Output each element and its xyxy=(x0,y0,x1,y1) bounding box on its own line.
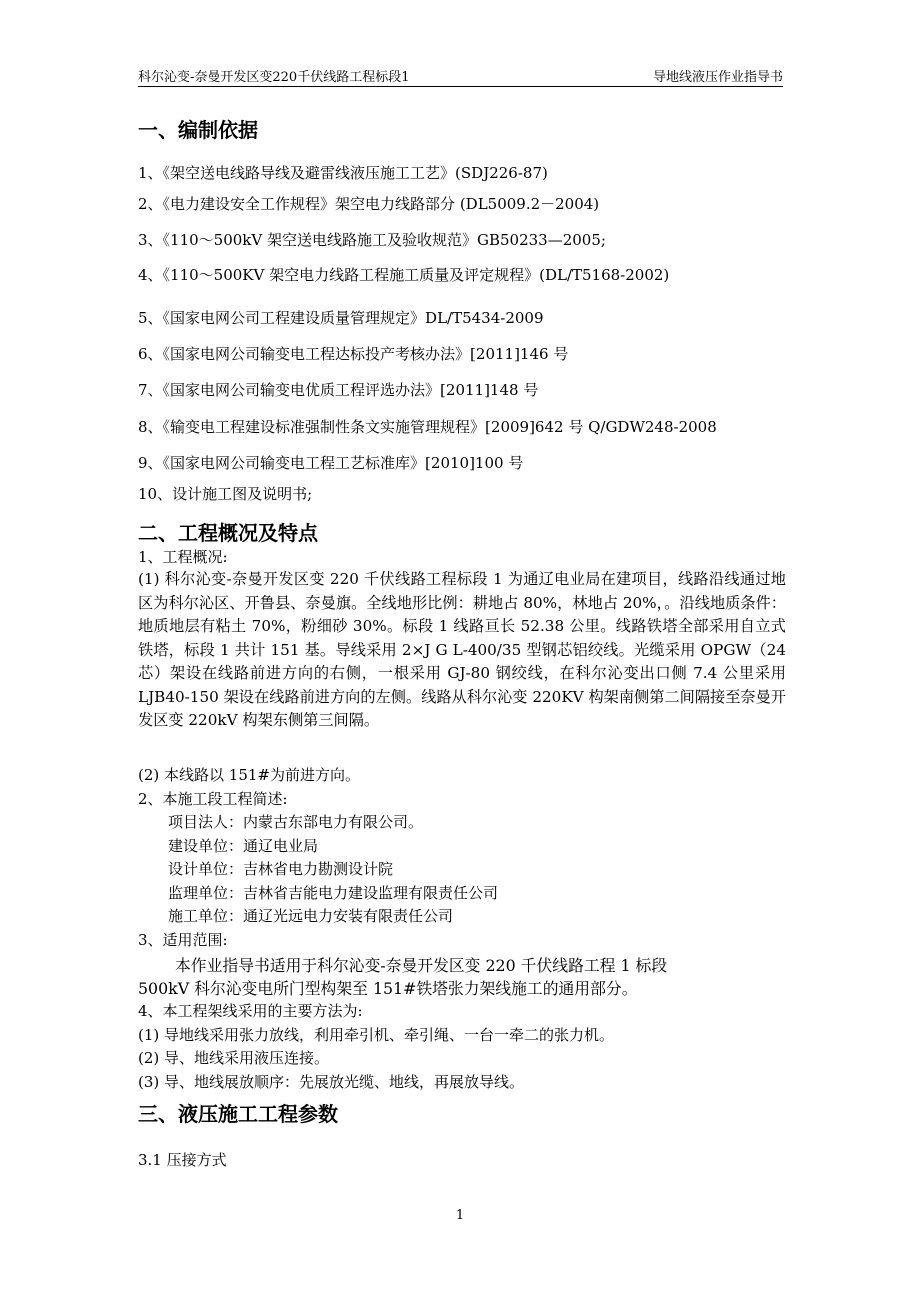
method-item-1: (1) 导地线采用张力放线，利用牵引机、牵引绳、一台一牵二的张力机。 xyxy=(138,1026,615,1044)
scope-line-1: 本作业指导书适用于科尔沁变-奈曼开发区变 220 千伏线路工程 1 标段 xyxy=(175,956,668,975)
reference-item-7: 7、《国家电网公司输变电优质工程评选办法》[2011]148 号 xyxy=(138,381,539,399)
section1-heading: 一、编制依据 xyxy=(138,118,258,142)
page-header xyxy=(138,66,783,87)
brief-label: 2、本施工段工程简述: xyxy=(138,790,288,808)
overview-label: 1、工程概况: xyxy=(138,548,228,566)
reference-item-10: 10、设计施工图及说明书; xyxy=(138,485,313,503)
scope-line-2: 500kV 科尔沁变电所门型构架至 151#铁塔张力架线施工的通用部分。 xyxy=(138,979,638,998)
method-item-3: (3) 导、地线展放顺序：先展放光缆、地线，再展放导线。 xyxy=(138,1073,525,1091)
reference-item-1: 1、《架空送电线路导线及避雷线液压施工工艺》(SDJ226-87) xyxy=(138,164,548,182)
unit-design: 设计单位：吉林省电力勘测设计院 xyxy=(168,860,394,878)
header-project-title: 科尔沁变-奈曼开发区变220千伏线路工程标段1 xyxy=(138,70,410,85)
header-document-title: 导地线液压作业指导书 xyxy=(652,70,783,85)
reference-item-6: 6、《国家电网公司输变电工程达标投产考核办法》[2011]146 号 xyxy=(138,345,569,363)
reference-item-5: 5、《国家电网公司工程建设质量管理规定》DL/T5434-2009 xyxy=(138,309,544,327)
section3-subheading: 3.1 压接方式 xyxy=(138,1151,227,1169)
unit-supervision: 监理单位：吉林省吉能电力建设监理有限责任公司 xyxy=(168,884,499,902)
unit-construction: 施工单位：通辽光远电力安装有限责任公司 xyxy=(168,907,454,925)
reference-item-2: 2、《电力建设安全工作规程》架空电力线路部分 (DL5009.2－2004) xyxy=(138,195,600,213)
reference-item-9: 9、《国家电网公司输变电工程工艺标准库》[2010]100 号 xyxy=(138,454,524,472)
overview-item-2: (2) 本线路以 151#为前进方向。 xyxy=(138,766,360,784)
unit-project-owner: 项目法人：内蒙古东部电力有限公司。 xyxy=(168,813,424,831)
reference-item-4: 4、《110～500KV 架空电力线路工程施工质量及评定规程》(DL/T5168-2002) xyxy=(138,266,670,284)
page-number: 1 xyxy=(455,1208,465,1223)
section3-heading: 三、液压施工工程参数 xyxy=(138,1102,338,1126)
scope-label: 3、适用范围: xyxy=(138,931,228,949)
method-item-2: (2) 导、地线采用液压连接。 xyxy=(138,1049,330,1067)
methods-label: 4、本工程架线采用的主要方法为: xyxy=(138,1002,363,1020)
reference-item-8: 8、《输变电工程建设标准强制性条文实施管理规程》[2009]642 号 Q/GDW248-2008 xyxy=(138,418,717,436)
reference-item-3: 3、《110～500kV 架空送电线路施工及验收规范》GB50233—2005; xyxy=(138,231,606,249)
unit-construction-owner: 建设单位：通辽电业局 xyxy=(168,837,319,855)
section2-heading: 二、工程概况及特点 xyxy=(138,521,318,545)
overview-paragraph: (1) 科尔沁变-奈曼开发区变 220 千伏线路工程标段 1 为通辽电业局在建项目，线路沿线通过地区为科尔沁区、开鲁县、奈曼旗。全线地形比例：耕地占 80%，林地占 20%，。沿线地质条件：地质地层有粘土 70%，粉细砂 30%。标段 1 线路亘长 52.38 公里。线路铁塔全部采用自立式铁塔，标段 1 共计 151 基。导线采用 2×J G L-400/35 型钢芯铝绞线。光缆采用 OPGW（24 芯）架设在线路前进方向的右侧，一根采用 GJ-80 钢绞线，在科尔沁变出口侧 7.4 公里采用 LJB40-150 架设在线路前进方向的左侧。线路从科尔沁变 220KV 构架南侧第二间隔接至奈曼开发区变 220kV 构架东侧第三间隔。 xyxy=(138,570,786,729)
